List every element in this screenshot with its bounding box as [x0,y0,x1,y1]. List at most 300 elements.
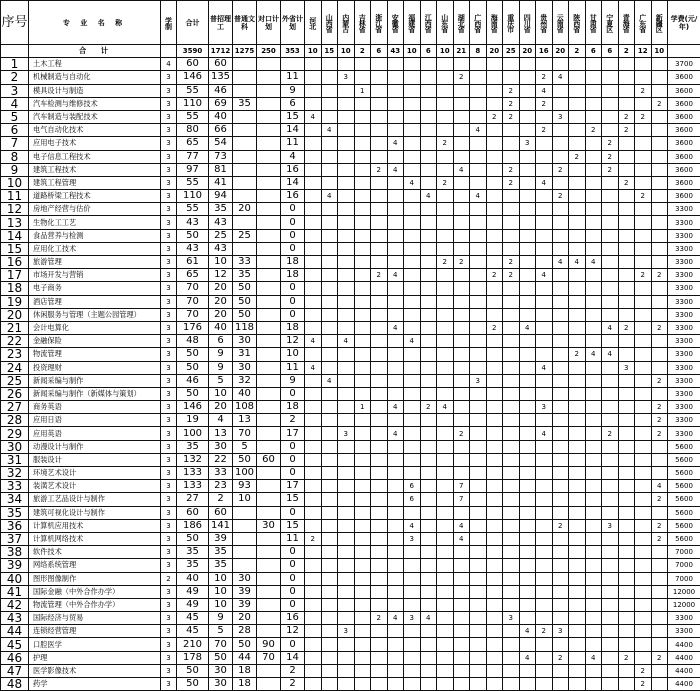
row-province-quota [305,282,322,295]
header-province: 甘肃省 [585,1,602,45]
row-seq: 31 [1,453,29,466]
row-province-quota [338,493,355,506]
row-years: 2 [161,572,177,585]
table-row [1,269,700,282]
row-province-quota [486,335,503,348]
row-province-quota [536,229,553,242]
row-province-quota [552,598,569,611]
row-total: 45 [177,625,209,638]
row-total: 60 [177,506,209,519]
row-province-quota: 2 [486,321,503,334]
row-outside: 0 [281,585,305,598]
row-province-quota [618,612,635,625]
row-province-quota [503,216,520,229]
row-province-quota [470,427,487,440]
header-science: 普招理工 [209,1,233,45]
row-province-quota [420,58,437,71]
row-major-name: 道路桥梁工程技术 [29,190,161,203]
row-province-quota [437,361,454,374]
row-science: 4 [209,414,233,427]
row-arts: 39 [233,585,257,598]
row-arts: 30 [233,361,257,374]
row-province-quota: 2 [536,124,553,137]
row-province-quota [519,519,536,532]
total-province: 20 [519,45,536,58]
row-seq: 3 [1,84,29,97]
row-years: 3 [161,625,177,638]
row-province-quota: 4 [536,176,553,189]
row-province-quota [470,269,487,282]
row-outside: 15 [281,519,305,532]
row-arts [233,190,257,203]
table-row [1,387,700,400]
row-province-quota [305,58,322,71]
row-province-quota [635,414,652,427]
table-row [1,625,700,638]
row-province-quota [305,638,322,651]
row-province-quota [437,572,454,585]
row-province-quota [437,335,454,348]
row-province-quota [651,58,668,71]
row-province-quota: 2 [651,269,668,282]
row-province-quota [453,216,470,229]
row-total: 132 [177,453,209,466]
row-province-quota [453,467,470,480]
row-province-quota [321,559,338,572]
row-province-quota [569,137,586,150]
row-province-quota [338,519,355,532]
row-province-quota: 2 [635,84,652,97]
row-province-quota [453,137,470,150]
row-province-quota [354,493,371,506]
row-province-quota [651,625,668,638]
row-province-quota [602,308,619,321]
table-row [1,572,700,585]
row-years: 3 [161,335,177,348]
row-province-quota [404,58,421,71]
row-province-quota [635,532,652,545]
row-province-quota [635,585,652,598]
row-province-quota: 3 [602,519,619,532]
row-province-quota: 2 [585,124,602,137]
row-major-name: 土木工程 [29,58,161,71]
row-province-quota: 2 [651,321,668,334]
row-province-quota [420,572,437,585]
row-province-quota [321,282,338,295]
row-total: 80 [177,124,209,137]
row-province-quota [437,229,454,242]
row-province-quota [354,335,371,348]
table-row [1,467,700,480]
row-province-quota [585,71,602,84]
row-province-quota [519,598,536,611]
row-province-quota [486,480,503,493]
row-province-quota [305,678,322,691]
row-province-quota: 2 [651,374,668,387]
row-province-quota [585,625,602,638]
row-province-quota [602,559,619,572]
row-province-quota [519,295,536,308]
row-arts [233,559,257,572]
row-province-quota [552,361,569,374]
row-province-quota [635,176,652,189]
row-major-name: 连锁经营管理 [29,625,161,638]
row-science: 10 [209,572,233,585]
row-total: 146 [177,401,209,414]
row-science: 20 [209,282,233,295]
row-province-quota [635,440,652,453]
total-province: 43 [387,45,404,58]
row-province-quota [519,110,536,123]
row-years: 3 [161,269,177,282]
row-province-quota [569,480,586,493]
row-province-quota [470,97,487,110]
row-province-quota [470,572,487,585]
row-fee: 3600 [668,176,700,189]
row-province-quota [569,374,586,387]
row-outside: 18 [281,321,305,334]
row-province-quota [321,414,338,427]
row-province-quota [371,295,388,308]
row-province-quota [503,546,520,559]
row-province-quota [602,585,619,598]
row-duikou [257,427,281,440]
row-outside: 0 [281,506,305,519]
row-province-quota [387,519,404,532]
row-seq: 7 [1,137,29,150]
row-province-quota [585,361,602,374]
row-province-quota [618,546,635,559]
row-fee: 5600 [668,440,700,453]
row-province-quota [635,387,652,400]
row-duikou [257,110,281,123]
row-province-quota [321,137,338,150]
table-row [1,256,700,269]
row-province-quota [321,176,338,189]
total-province: 10 [651,45,668,58]
row-province-quota [602,612,619,625]
row-province-quota [635,229,652,242]
row-province-quota [552,216,569,229]
row-province-quota [651,664,668,677]
row-province-quota [602,97,619,110]
row-arts [233,519,257,532]
row-province-quota [371,229,388,242]
row-province-quota [519,269,536,282]
row-province-quota [536,335,553,348]
row-province-quota [387,150,404,163]
row-years: 4 [161,58,177,71]
row-province-quota [651,598,668,611]
row-outside: 9 [281,374,305,387]
row-seq: 19 [1,295,29,308]
row-province-quota [453,651,470,664]
row-province-quota [420,256,437,269]
table-row [1,97,700,110]
row-arts: 20 [233,612,257,625]
row-fee: 5600 [668,506,700,519]
row-province-quota [420,532,437,545]
row-total: 19 [177,414,209,427]
row-province-quota [321,269,338,282]
row-province-quota [503,137,520,150]
row-years: 3 [161,256,177,269]
row-science: 94 [209,190,233,203]
row-province-quota [371,467,388,480]
row-province-quota [651,163,668,176]
row-province-quota [486,163,503,176]
row-arts: 108 [233,401,257,414]
row-science: 81 [209,163,233,176]
row-seq: 27 [1,401,29,414]
row-province-quota [635,559,652,572]
row-fee: 12000 [668,585,700,598]
row-province-quota [338,229,355,242]
row-province-quota: 7 [453,493,470,506]
row-province-quota [437,519,454,532]
row-province-quota [437,58,454,71]
row-total: 35 [177,440,209,453]
row-arts: 50 [233,295,257,308]
row-province-quota [569,321,586,334]
row-province-quota [354,532,371,545]
row-province-quota [651,308,668,321]
row-province-quota: 2 [552,519,569,532]
row-province-quota [305,664,322,677]
header-arts: 普通文科 [233,1,257,45]
total-province: 20 [486,45,503,58]
row-province-quota [354,546,371,559]
row-science: 40 [209,321,233,334]
header-duikou: 对口计划 [257,1,281,45]
row-province-quota [503,348,520,361]
row-province-quota [420,374,437,387]
row-province-quota [453,401,470,414]
header-province: 山东省 [437,1,454,45]
row-province-quota: 4 [404,176,421,189]
row-total: 50 [177,387,209,400]
row-province-quota: 4 [519,651,536,664]
row-province-quota [305,348,322,361]
row-duikou: 70 [257,651,281,664]
row-fee: 3300 [668,348,700,361]
row-province-quota [354,71,371,84]
row-province-quota [354,678,371,691]
row-province-quota: 2 [569,150,586,163]
table-row [1,651,700,664]
row-province-quota [486,638,503,651]
row-province-quota [486,414,503,427]
table-row [1,401,700,414]
row-years: 3 [161,71,177,84]
header-province: 江西省 [420,1,437,45]
row-province-quota: 2 [602,150,619,163]
row-outside: 2 [281,664,305,677]
row-province-quota [602,216,619,229]
row-province-quota [519,84,536,97]
row-province-quota [470,282,487,295]
row-province-quota [387,176,404,189]
row-total: 40 [177,572,209,585]
total-province: 25 [503,45,520,58]
row-years: 3 [161,242,177,255]
row-duikou [257,58,281,71]
row-fee: 3300 [668,282,700,295]
row-major-name: 应用日语 [29,414,161,427]
table-row [1,361,700,374]
row-province-quota [536,664,553,677]
row-province-quota [437,532,454,545]
table-row [1,137,700,150]
row-duikou [257,97,281,110]
row-province-quota [404,467,421,480]
row-total: 55 [177,203,209,216]
row-major-name: 汽车检测与维修技术 [29,97,161,110]
row-duikou [257,467,281,480]
row-arts [233,176,257,189]
row-province-quota [354,256,371,269]
row-province-quota [387,532,404,545]
row-total: 50 [177,348,209,361]
row-province-quota [321,453,338,466]
row-outside: 0 [281,572,305,585]
row-major-name: 新闻采编与制作（新媒体与策划） [29,387,161,400]
row-province-quota [536,546,553,559]
row-seq: 34 [1,493,29,506]
row-science: 66 [209,124,233,137]
table-row [1,678,700,691]
row-total: 35 [177,559,209,572]
table-row [1,308,700,321]
row-province-quota [437,678,454,691]
row-province-quota [354,467,371,480]
row-major-name: 酒店管理 [29,295,161,308]
row-major-name: 药学 [29,678,161,691]
row-province-quota [552,401,569,414]
row-province-quota [371,453,388,466]
row-seq: 10 [1,176,29,189]
row-province-quota [453,559,470,572]
row-province-quota [420,506,437,519]
row-province-quota: 3 [338,625,355,638]
row-province-quota [635,58,652,71]
total-province: 8 [470,45,487,58]
row-province-quota [305,176,322,189]
row-years: 3 [161,651,177,664]
row-province-quota [536,678,553,691]
row-total: 110 [177,190,209,203]
row-arts: 25 [233,229,257,242]
row-province-quota [420,678,437,691]
row-total: 100 [177,427,209,440]
row-province-quota [602,532,619,545]
table-row [1,124,700,137]
row-fee: 3600 [668,84,700,97]
row-duikou [257,295,281,308]
row-province-quota: 7 [453,480,470,493]
row-province-quota [503,361,520,374]
row-province-quota [651,678,668,691]
row-province-quota [437,163,454,176]
row-province-quota [503,308,520,321]
row-province-quota [387,506,404,519]
row-province-quota [552,414,569,427]
row-province-quota [387,651,404,664]
row-province-quota: 4 [387,427,404,440]
row-province-quota [420,467,437,480]
row-province-quota [602,71,619,84]
row-major-name: 机械制造与自动化 [29,71,161,84]
row-major-name: 汽车制造与装配技术 [29,110,161,123]
row-total: 70 [177,308,209,321]
row-science: 25 [209,229,233,242]
row-province-quota [354,453,371,466]
row-province-quota [371,97,388,110]
row-province-quota [437,480,454,493]
row-province-quota: 4 [305,110,322,123]
total-row [1,45,700,58]
row-duikou [257,176,281,189]
row-province-quota [453,612,470,625]
row-province-quota [387,638,404,651]
row-province-quota [536,506,553,519]
row-seq: 43 [1,612,29,625]
row-province-quota [371,110,388,123]
row-province-quota: 4 [585,256,602,269]
row-seq: 22 [1,335,29,348]
row-province-quota [519,612,536,625]
row-province-quota [371,348,388,361]
row-province-quota [486,58,503,71]
row-duikou [257,480,281,493]
row-province-quota [387,453,404,466]
row-province-quota [552,585,569,598]
row-province-quota [519,335,536,348]
row-province-quota [486,625,503,638]
total-province: 21 [453,45,470,58]
row-province-quota [618,638,635,651]
row-outside: 17 [281,427,305,440]
row-province-quota [651,295,668,308]
row-province-quota [519,467,536,480]
row-major-name: 服装设计 [29,453,161,466]
table-row [1,664,700,677]
row-province-quota [536,256,553,269]
row-province-quota [420,493,437,506]
table-row [1,282,700,295]
row-province-quota [387,58,404,71]
header-total: 合计 [177,1,209,45]
row-province-quota [404,163,421,176]
row-province-quota [420,282,437,295]
row-seq: 37 [1,532,29,545]
row-province-quota [536,137,553,150]
row-major-name: 国际金融（中外合作办学） [29,585,161,598]
row-province-quota [635,467,652,480]
row-province-quota [437,612,454,625]
row-province-quota [338,269,355,282]
row-major-name: 图形图像制作 [29,572,161,585]
row-outside: 12 [281,335,305,348]
row-province-quota: 2 [635,678,652,691]
row-province-quota [338,150,355,163]
row-seq: 13 [1,216,29,229]
table-row [1,585,700,598]
row-province-quota: 2 [552,651,569,664]
row-outside [281,58,305,71]
row-province-quota [437,71,454,84]
row-major-name: 旅游工艺品设计与制作 [29,493,161,506]
